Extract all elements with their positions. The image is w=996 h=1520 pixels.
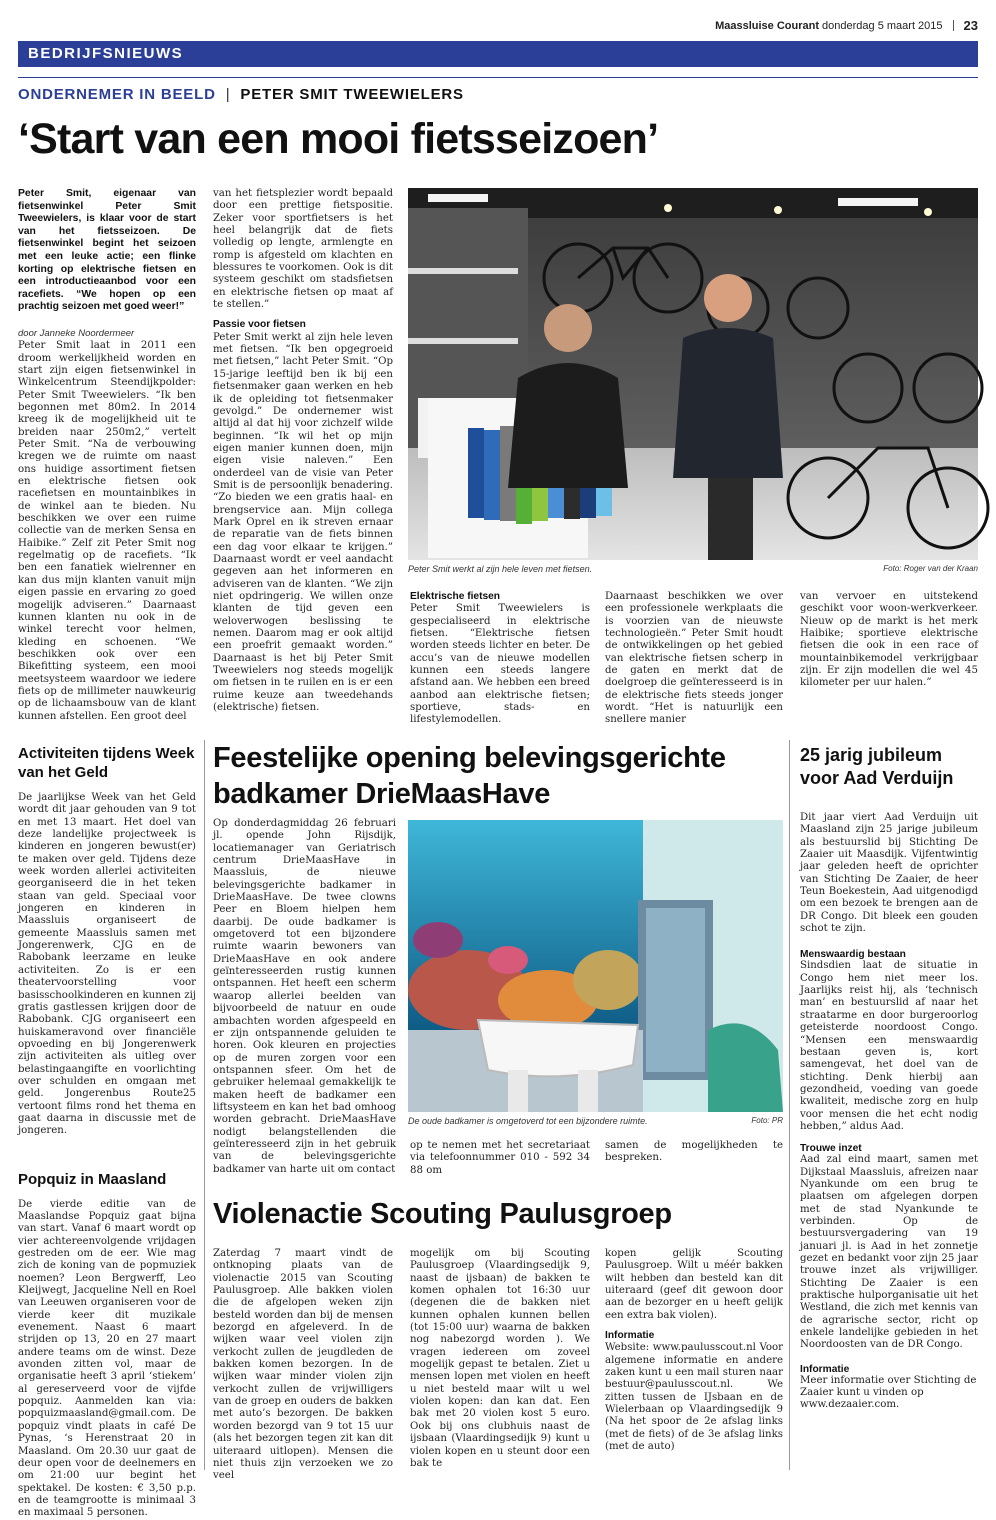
page-number: 23 (963, 18, 978, 33)
badkamer-text: Op donderdagmiddag 26 februari jl. opende John Rijsdijk, locatiemanager van Geriatrisch centrum DrieMaasHave in Maassluis, de nieuwe belevingsgerichte badkamer in DrieMaasHave. De twee clowns Peer en Bloem hielpen hem daarbij. De oude badkamer is omgetoverd tot een bijzondere ruimte waarin bewoners van DrieMaasHave en ook andere geïnteresseerden rustig kunnen ontspannen. Het heeft een scherm waarop allerlei beelden van bijvoorbeeld de natuur en oude ambachten worden afgespeeld en er zijn ontspannende geluiden te horen. Ook kleuren en projecties op de muren zorgen voor een ontspannen sfeer. Om het de gebruiker helemaal gemakkelijk te maken heeft de badkamer een liftsysteem en kan het bad omhoog worden gebracht. DrieMaasHave nodigt belangstellenden die geïnteresseerd zijn in het gebruik van de belevingsgerichte badkamer van harte uit om contact (213, 818, 396, 1175)
paper-name: Maassluise Courant (715, 19, 819, 32)
caption-text: Peter Smit werkt al zijn hele leven met fietsen. (408, 564, 593, 574)
byline: door Janneke Noordermeer (18, 327, 135, 339)
jubileum-text-2: Sindsdien laat de situatie in Congo hem niet meer los. Jaarlijks reist hij, als ‘technisch man’ en bestuurslid af naar het straatarme en door burgeroorlog geteisterde noordoost Congo. “Mensen een menswaardig bestaan geven is, kort samengevat, het doel van de stichting. Denk hierbij aan gezondheid, voeding van goede kwaliteit, medische zorg en hulp voor mensen die het echt nodig hebben,” aldus Aad. (800, 960, 978, 1132)
masthead (715, 18, 978, 33)
kicker-category: ONDERNEMER IN BEELD (18, 86, 216, 103)
main-col-5 (800, 591, 978, 690)
violen-col-1 (213, 1248, 393, 1483)
section-rule (18, 77, 978, 78)
photo-credit: Foto: Roger van der Kraan (883, 564, 978, 573)
badkamer-headline: Feestelijke opening belevingsgerichte badkamer DrieMaasHave (213, 742, 726, 810)
badkamer-col-1 (213, 818, 396, 1176)
jubileum-sub-1: Menswaardig bestaan (800, 949, 906, 961)
badkamer-text-cont-b: samen de mogelijkheden te bespreken. (605, 1140, 783, 1164)
main-col-4-text: Daarnaast beschikken we over een professionele werkplaats die is voorzien van de nieuwste technologieën.” Peter Smit houdt de ontwikkelingen op het gebied van elektrische fietsen scherp in de gaten en merkt dat de doelgroep die geïnteresseerd is in de elektrische fiets steeds jonger wordt. “Het is natuurlijk een snellere manier (605, 591, 783, 726)
shop-photo-illustration (408, 188, 978, 560)
bathroom-caption-text: De oude badkamer is omgetoverd tot een bijzondere ruimte. (408, 1116, 648, 1126)
violen-text-3: kopen gelijk Scouting Paulusgroep. Wilt u méér bakken wilt hebben dan besteld kan dit uiteraard (geef dit gewoon door aan de bezorger en u heeft gelijk een extra bak violen). (605, 1248, 783, 1321)
violen-info-subhead: Informatie (605, 1330, 655, 1342)
popquiz-text: De vierde editie van de Maaslandse Popquiz gaat bijna van start. Vanaf 6 maart wordt op vier achtereenvolgende vrijdagen gestreden om de eer. Wie mag zich de koning van de popmuziek noemen? Leon Bergwerff, Leo Kleijwegt, Jacqueline Nell en Roel van Leeuwen organiseren voor de vierde keer dit muzikale evenement. Naast 6 maart strijden op 13, 20 en 27 maart andere teams om de winst. Deze avonden zitten vol, maar de organisatie heeft 3 april ‘stiekem’ al gereserveerd voor de vijfde popquiz. Aanmelden kan via: popquizmaasland@gmail.com. De popquiz vindt plaats in café De Pynas, ‘s Herenstraat 20 in Maasland. Om 20.30 uur gaat de deur open voor de deelnemers en om 21:00 uur begint het spektakel. De kosten: € 3,50 p.p. en de teamgrootte is minimaal 3 en maximaal 5 personen. (18, 1198, 196, 1519)
section-banner: BEDRIJFSNIEUWS (18, 41, 978, 67)
week-geld-title: Activiteiten tijdens Week van het Geld (18, 745, 195, 781)
left-column (18, 744, 196, 1520)
shop-photo (408, 188, 978, 560)
main-col-2-text-a: van het fietsplezier wordt bepaald door een prettige fietspositie. Zeker voor sportfietsers is het heel belangrijk dat de fiets volledig op lengte, armlengte en romp is afgesteld om klachten en blessures te voorkomen. Ook is dit systeem geschikt om stadsfietsen en elektrische fietsen op maat af te stellen.” (213, 188, 393, 311)
violen-text-2: mogelijk om bij Scouting Paulusgroep (Vlaardingsedijk 9, naast de ijsbaan) de bakken te komen ophalen tot 16:30 uur (degenen die de bakken niet kunnen ophalen kunnen bellen (tot 15:00 uur) waarna de bakken nog nabezorgd worden ). We vragen iedereen om zoveel mogelijk gepast te betalen. Ziet u mensen lopen met violen en heeft u niet besteld maar wilt u wel violen kopen: dan kan dat. Een bak met 20 violen kost 5 euro. Ook bij ons clubhuis naast de ijsbaan (Vlaardingsedijk 9) kunt u violen kopen en u steunt door een bak te (410, 1248, 590, 1469)
main-col-3 (410, 591, 590, 727)
badkamer-text-cont-a: op te nemen met het secretariaat via telefoonnummer 010 - 592 34 88 om (410, 1140, 590, 1176)
subhead-elektrisch: Elektrische fietsen (410, 591, 501, 602)
bathroom-photo-credit: Foto: PR (751, 1116, 783, 1125)
violen-col-2 (410, 1248, 590, 1470)
jubileum-text-4: Meer informatie over Stichting de Zaaier kunt u vinden op www.dezaaier.com. (800, 1374, 977, 1411)
main-col-1-text: Peter Smit laat in 2011 een droom werkelijkheid worden en start zijn eigen fietsenwinkel in Winkelcentrum Steendijkpolder: Peter Smit Tweewielers. “Ik ben begonnen met 80m2. In 2014 kreeg ik de mogelijkheid uit te breiden naar 250m2,” vertelt Peter Smit. “Na de verbouwing kregen we de ruimte om naast ons huidige assortiment fietsen en elektrische fietsen ook racefietsen en mountainbikes in de winkel aan te bieden. Nu beschikken we over een ruime collectie van de merken Sensa en Haibike.” Zelf zit Peter Smit nog regelmatig op de racefiets. “Ik ben een fanatiek wielrenner en kan dus mijn klanten vanuit mijn eigen passie en ervaring zo goed mogelijk adviseren.” Daarnaast kunnen klanten nu ook in de winkel terecht voor helmen, kleding en schoenen. “We beschikken ook over een Bikefitting systeem, een mooi meetsysteem waardoor we iedere fiets op de millimeter nauwkeurig op de lichaamsbouw van de klant kunnen afstellen. Een groot deel (18, 340, 196, 722)
jubileum-column (800, 744, 978, 1412)
shop-photo-caption (408, 564, 978, 574)
subhead-passie: Passie voor fietsen (213, 319, 306, 331)
main-col-2 (213, 188, 393, 714)
badkamer-col-2 (410, 1140, 590, 1177)
main-col-1 (18, 188, 196, 723)
jubileum-sub-2: Trouwe inzet (800, 1143, 862, 1155)
violen-col-3 (605, 1248, 783, 1454)
main-col-4 (605, 591, 783, 727)
main-col-5-text: van vervoer en uitstekend geschikt voor woon-werkverkeer. Nieuw op de markt is het merk Haibike; sportieve elektrische fietsen die ook in een race of mountainbikemodel verkrijgbaar zijn. Er zijn modellen die wel 45 kilometer per uur halen.” (800, 591, 978, 689)
main-headline: ‘Start van een mooi fietsseizoen’ (18, 115, 659, 163)
masthead-line (715, 20, 942, 32)
main-col-2-text-b: Peter Smit werkt al zijn hele leven met fietsen. “Ik ben opgegroeid met fietsen,” lacht Peter Smit. “Op 15-jarige leeftijd ben ik bij een fietsenmaker gaan werken en heb ik de opleiding tot fietsenmaker gevolgd.” De ondernemer wist altijd al dat hij voor zichzelf wilde beginnen. “Ik wil het op mijn eigen manier kunnen doen, mijn eigen visie naleven.” Een onderdeel van de visie van Peter Smit is de persoonlijk benadering. “Zo bieden we een gratis haal- en brengservice aan. Mijn collega Mark Oprel en ik streven ernaar de reparatie van de fiets binnen een dag voor elkaar te krijgen.” Daarnaast wordt er veel aandacht gegeven aan het informeren en adviseren van de klanten. “We zijn niet opdringerig. We willen onze klanten de tijd geven een weloverwogen beslissing te nemen. Daarom mag er ook altijd een proefrit gemaakt worden.” Daarnaast is het bij Peter Smit Tweewielers nog steeds mogelijk om fietsen in te ruilen en is er een ruime keuze aan tweedehands (elektrische) fietsen. (213, 331, 393, 714)
bathroom-photo-illustration (408, 820, 783, 1112)
jubileum-text-1: Dit jaar viert Aad Verduijn uit Maasland zijn 25 jarige jubileum als bestuurslid bij Stichting De Zaaier uit Maasdijk. Vijfentwintig jaar geleden heeft de oprichter van Stichting De Zaaier, de heer Teun Boekestein, Aad uitgenodigd om een bezoek te brengen aan de DR Congo. Dit bleek een gouden schot te zijn. (800, 812, 978, 935)
bathroom-photo (408, 820, 783, 1112)
jubileum-text-3: Aad zal eind maart, samen met Dijkstaal Maassluis, afreizen naar Nyankunde om een brug te plaatsen om afgelegen dorpen met de stad Nyankunde te verbinden. Op de bestuursvergadering van 19 januari jl. is Aad in het zonnetje gezet en bedankt voor zijn 25 jaar trouwe inzet als vrijwilliger. Stichting De Zaaier is een praktische hulporganisatie uit het Westland, die zich met kennis van de agrarische sector, richt op enkele landelijke gebieden in het Noordoosten van de DR Congo. (800, 1154, 978, 1351)
issue-date: donderdag 5 maart 2015 (822, 19, 943, 32)
bathroom-photo-caption (408, 1116, 783, 1126)
jubileum-sub-3: Informatie (800, 1363, 850, 1375)
badkamer-col-3 (605, 1140, 783, 1165)
violen-info-text: Website: www.paulusscout.nl Voor algemene informatie en andere zaken kunt u een mail sturen naar bestuur@paulusscout.nl. We zitten tussen de IJsbaan en de Wielerbaan op Vlaardingsedijk 9 (Na het spoor de 2e afslag links (met de fiets) of de 3e afslag links (met de auto) (605, 1342, 783, 1453)
week-geld-text: De jaarlijkse Week van het Geld wordt dit jaar gehouden van 9 tot en met 13 maart. Het doel van deze landelijke projectweek is kinderen en jongeren bewust(er) te maken over geld. Tijdens deze week worden allerlei activiteiten georganiseerd die in het teken staan van geld. Speciaal voor jongeren en kinderen in Maassluis organiseert de gemeente Maassluis samen met Jongerenwerk, CJG en de Rabobank leerzame en leuke activiteiten. Zo is er een theatervoorstelling voor basisschoolkinderen en kunnen zij gratis gastlessen krijgen door de Rabobank. CJG organiseert een huiskameravond over financiële opvoeding en bij Jongerenwerk zijn activiteiten als uitleg over belastingaangifte en voorlichting over schulden en omgaan met geld. Jongerenbus Route25 vertoont films rond het thema en gaat daarna in discussie met de jongeren. (18, 792, 196, 1137)
column-divider-left (204, 740, 205, 1470)
violen-headline: Violenactie Scouting Paulusgroep (213, 1198, 672, 1230)
masthead-divider (953, 20, 954, 31)
popquiz-title: Popquiz in Maasland (18, 1170, 167, 1188)
kicker-company: PETER SMIT TWEEWIELERS (240, 86, 464, 103)
main-col-3-text: Peter Smit Tweewielers is gespecialiseerd in elektrische fietsen. “Elektrische fietsen worden steeds lichter en beter. De accu’s van de nieuwe modellen kunnen een steeds langere afstand aan. We hebben een breed aanbod aan elektrische fietsen; sportieve, stads- en lifestylemodellen. (410, 603, 590, 726)
article-lead: Peter Smit, eigenaar van fietsenwinkel Peter Smit Tweewielers, is klaar voor de start van het fietsseizoen. De fietsenwinkel begint het seizoen met een leuke actie; een flinke korting op elektrische fietsen en een introductieaanbod voor een racefiets. “We hopen op een prachtig seizoen met goed weer!” (18, 188, 196, 313)
jubileum-title: 25 jarig jubileum voor Aad Verduijn (800, 745, 954, 788)
column-divider-right (789, 740, 790, 1470)
article-kicker: ONDERNEMER IN BEELD | PETER SMIT TWEEWIELERS (18, 86, 464, 103)
violen-text-1: Zaterdag 7 maart vindt de ontknoping plaats van de violenactie 2015 van Scouting Paulusgroep. Alle bakken violen die de afgelopen weken zijn besteld worden dan bij de mensen bezorgd en afgeleverd. In de wijken waar veel violen zijn verkocht zullen de jeugdleden de bakken komen bezorgen. In de wijken waar minder violen zijn verkocht zullen de vrijwilligers van de groep en ouders de bakken met auto’s bezorgen. De bakken worden bezorgd van 9 tot 15 uur (als het bezorgen tegen zit kan dit uiteraard uitlopen). Mensen die niet thuis zijn verzoeken we zo veel (213, 1248, 393, 1482)
